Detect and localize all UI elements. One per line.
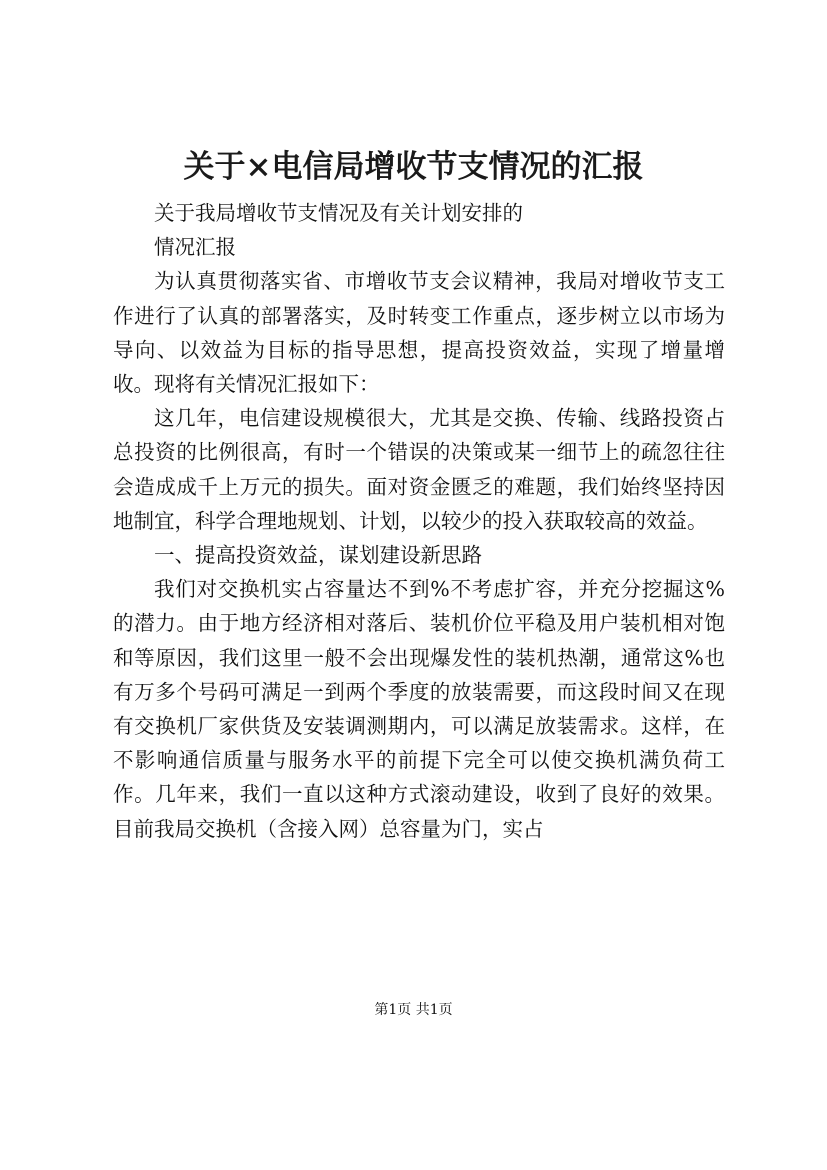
section-1-paragraph: 我们对交换机实占容量达不到%不考虑扩容，并充分挖掘这%的潜力。由于地方经济相对落后、装机价位平稳及用户装机相对饱和等原因，我们这里一般不会出现爆发性的装机热潮，通常这%也有万多个号码可满足一到两个季度的放装需要，而这段时间又在现有交换机厂家供货及安装调测期内，可以满足放装需求。这样，在不影响通信质量与服务水平的前提下完全可以使交换机满负荷工作。几年来，我们一直以这种方式滚动建设，收到了良好的效果。目前我局交换机（含接入网）总容量为门，实占 <box>113 577 725 841</box>
page-footer: 第1页 共1页 <box>374 1002 453 1018</box>
subtitle-line-1: 关于我局增收节支情况及有关计划安排的 <box>154 201 523 225</box>
document-title: 关于×电信局增收节支情况的汇报 <box>183 149 644 185</box>
subtitle-line-2: 情况汇报 <box>154 235 236 260</box>
intro-paragraph: 为认真贯彻落实省、市增收节支会议精神，我局对增收节支工作进行了认真的部署落实，及时转变工作重点，逐步树立以市场为导向、以效益为目标的指导思想，提高投资效益，实现了增量增收。现将有关情况汇报如下： <box>113 269 725 397</box>
background-paragraph: 这几年，电信建设规模很大，尤其是交换、传输、线路投资占总投资的比例很高，有时一个错误的决策或某一细节上的疏忽往往会造成成千上万元的损失。面对资金匮乏的难题，我们始终坚持因地制宜，科学合理地规划、计划，以较少的投入获取较高的效益。 <box>113 406 725 533</box>
document-body <box>113 196 725 846</box>
section-heading-1: 一、提高投资效益，谋划建设新思路 <box>154 543 482 568</box>
